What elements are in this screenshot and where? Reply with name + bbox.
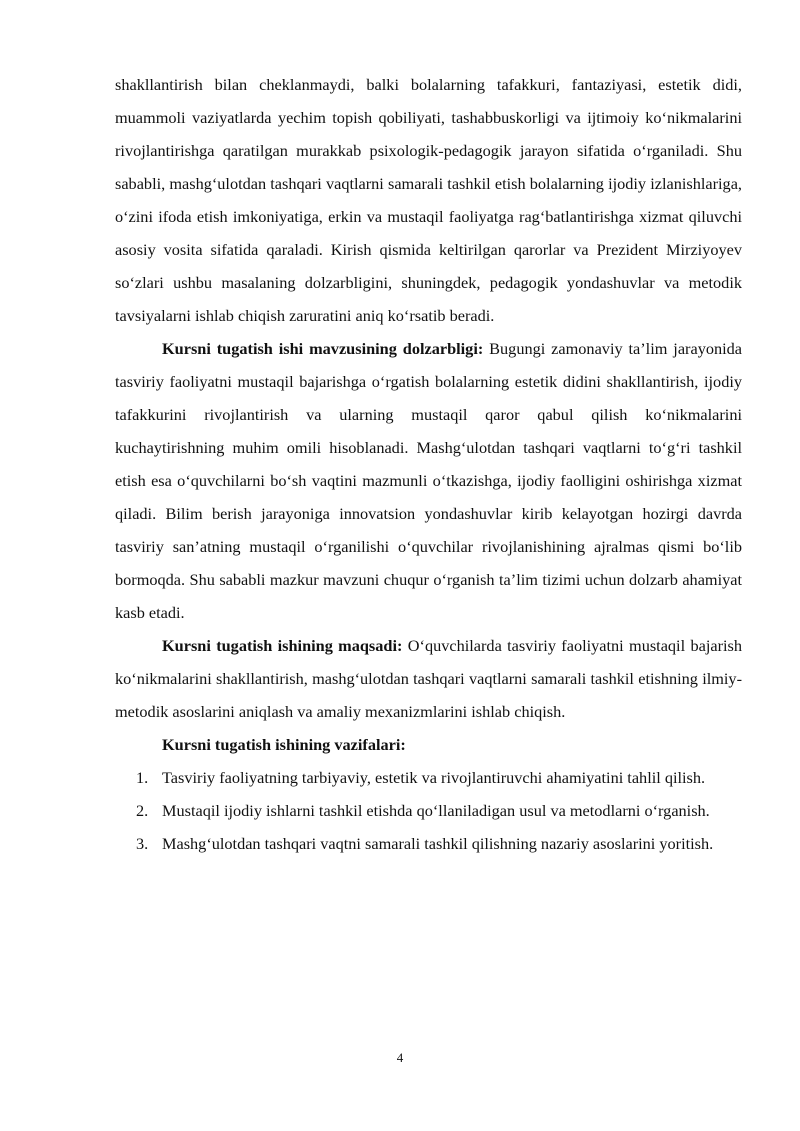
list-item [115,761,742,794]
paragraph-relevance [115,332,742,629]
list-item-number: 3. [136,834,149,853]
page-number: 4 [396,1050,404,1065]
goal-label: Kursni tugatish ishining maqsadi: [162,636,403,655]
list-item-number: 1. [136,768,149,787]
list-item-text: Tasviriy faoliyatning tarbiyaviy, estetik va rivojlantiruvchi ahamiyatini tahlil qilish. [162,768,706,787]
list-item [115,794,742,827]
list-item [115,827,742,860]
tasks-list [115,761,742,860]
list-item-text: Mustaqil ijodiy ishlarni tashkil etishda qo‘llaniladigan usul va metodlarni o‘rganish. [162,801,710,820]
paragraph-continuation: shakllantirish bilan cheklanmaydi, balki bolalarning tafakkuri, fantaziyasi, estetik didi, muammoli vaziyatlarda yechim topish qobiliyati, tashabbuskorligi va ijtimoiy ko‘nikmalarini rivojlantirishga qaratilgan murakkab psixologik-pedagogik jarayon sifatida o‘rganiladi. Shu sababli, mashg‘ulotdan tashqari vaqtlarni samarali tashkil etish bolalarning ijodiy izlanishlariga, o‘zini ifoda etish imkoniyatiga, erkin va mustaqil faoliyatga rag‘batlantirishga xizmat qiluvchi asosiy vosita sifatida qaraladi. Kirish qismida keltirilgan qarorlar va Prezident Mirziyoyev so‘zlari ushbu masalaning dolzarbligini, shuningdek, pedagogik yondashuvlar va metodik tavsiyalarni ishlab chiqish zaruratini aniq ko‘rsatib beradi. [115,75,742,325]
list-item-number: 2. [136,801,149,820]
relevance-text: Bugungi zamonaviy ta’lim jarayonida tasviriy faoliyatni mustaqil bajarishga o‘rgatish bolalarning estetik didini shakllantirish, ijodiy tafakkurini rivojlantirish va ularning mustaqil qaror qabul qilish ko‘nikmalarini kuchaytirishning muhim omili hisoblanadi. Mashg‘ulotdan tashqari vaqtlarni to‘g‘ri tashkil etish esa o‘quvchilarni bo‘sh vaqtini mazmunli o‘tkazishga, ijodiy faolligini oshirishga xizmat qiladi. Bilim berish jarayoniga innovatsion yondashuvlar kirib kelayotgan hozirgi davrda tasviriy san’atning mustaqil o‘rganilishi o‘quvchilar rivojlanishining ajralmas qismi bo‘lib bormoqda. Shu sababli mazkur mavzuni chuqur o‘rganish ta’lim tizimi uchun dolzarb ahamiyat kasb etadi. [115,339,743,622]
relevance-label: Kursni tugatish ishi mavzusining dolzarbligi: [162,339,484,358]
goal-text: O‘quvchilarda tasviriy faoliyatni mustaqil bajarish ko‘nikmalarini shakllantirish, mashg‘ulotdan tashqari vaqtlarni samarali tashkil etishning ilmiy-metodik asoslarini aniqlash va amaliy mexanizmlarini ishlab chiqish. [115,636,742,721]
paragraph-goal [115,629,742,728]
document-page-body [115,68,742,860]
tasks-heading: Kursni tugatish ishining vazifalari: [162,735,406,754]
list-item-text: Mashg‘ulotdan tashqari vaqtni samarali tashkil qilishning nazariy asoslarini yoritish. [162,834,714,853]
